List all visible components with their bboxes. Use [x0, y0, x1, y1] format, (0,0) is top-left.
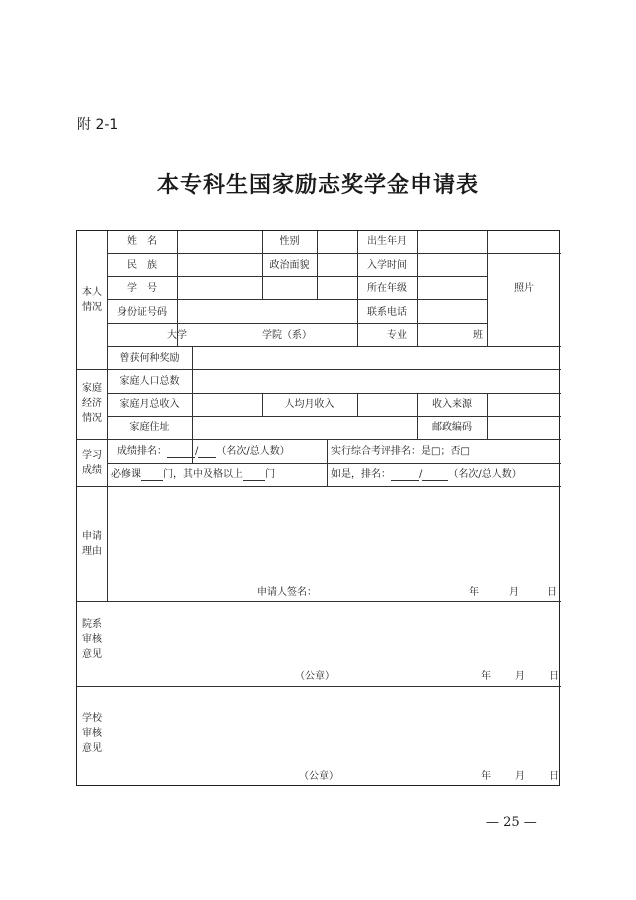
date-day: 日 [549, 771, 559, 782]
label-class: 班 [473, 330, 483, 341]
date-day: 日 [547, 587, 557, 598]
section-reason: 申请 理由 [82, 531, 102, 557]
label-enroll: 入学时间 [367, 260, 407, 271]
col-line [487, 393, 488, 439]
label-birth: 出生年月 [367, 236, 407, 247]
application-form [76, 230, 560, 786]
date-year: 年 [469, 587, 479, 598]
col-line [317, 231, 318, 299]
col-line [327, 439, 328, 486]
section-school: 学校 审核 意见 [82, 713, 102, 754]
rank-line-a: 成绩排名： / （名次/总人数） [117, 446, 290, 457]
label-grade: 所在年级 [367, 283, 407, 294]
row-line [107, 323, 487, 324]
applicant-sign: 申请人签名： [257, 587, 317, 598]
label-id-no: 身份证号码 [117, 307, 167, 318]
row-line [77, 439, 561, 440]
label-family-members: 家庭人口总数 [119, 376, 180, 387]
row-line [107, 299, 487, 300]
label-name: 姓 名 [127, 236, 157, 247]
date-day: 日 [549, 671, 559, 682]
label-address: 家庭住址 [129, 422, 170, 433]
label-postcode: 邮政编码 [432, 422, 472, 433]
section-study: 学习 成绩 [82, 450, 102, 476]
label-phone: 联系电话 [367, 307, 407, 318]
section-dept: 院系 审核 意见 [82, 619, 102, 660]
page-number: — 25 — [486, 815, 537, 830]
label-per-capita: 人均月收入 [284, 399, 335, 410]
label-student-no: 学 号 [127, 283, 157, 294]
if-yes-rank-line: 如是，排名： / （名次/总人数） [331, 469, 522, 480]
row-line [107, 253, 561, 254]
row-line [77, 369, 561, 370]
label-university: 大学 [167, 330, 187, 341]
label-awards: 曾获何种奖励 [119, 353, 180, 364]
label-ethnicity: 民 族 [127, 260, 157, 271]
row-line [107, 463, 561, 464]
row-line [107, 346, 561, 347]
label-political: 政治面貌 [269, 260, 310, 271]
label-major: 专业 [387, 330, 407, 341]
dept-seal: （公章） [295, 671, 335, 682]
date-month: 月 [509, 587, 519, 598]
date-month: 月 [515, 771, 525, 782]
assess-line: 实行综合考评排名：是□；否□ [331, 446, 470, 457]
label-college: 学院（系） [262, 330, 312, 341]
required-line: 必修课 门，其中及格以上 门 [111, 469, 275, 480]
section-family: 家庭 经济 情况 [82, 383, 102, 424]
photo-box: 照片 [514, 283, 534, 294]
label-income-source: 收入来源 [432, 399, 472, 410]
annex-label: 附 2-1 [77, 117, 119, 133]
label-monthly-income: 家庭月总收入 [119, 399, 180, 410]
row-line [77, 601, 561, 602]
row-line [107, 416, 561, 417]
col-line [357, 393, 358, 416]
row-line [77, 686, 561, 687]
row-line [107, 276, 487, 277]
col-line [417, 231, 418, 346]
section-personal: 本人 情况 [82, 287, 102, 313]
date-year: 年 [481, 771, 491, 782]
col-line [177, 231, 178, 346]
row-line [107, 393, 561, 394]
row-line [77, 486, 561, 487]
date-month: 月 [515, 671, 525, 682]
school-seal: （公章） [299, 771, 339, 782]
label-gender: 性别 [279, 236, 300, 247]
date-year: 年 [481, 671, 491, 682]
form-title: 本专科生国家励志奖学金申请表 [156, 172, 479, 198]
